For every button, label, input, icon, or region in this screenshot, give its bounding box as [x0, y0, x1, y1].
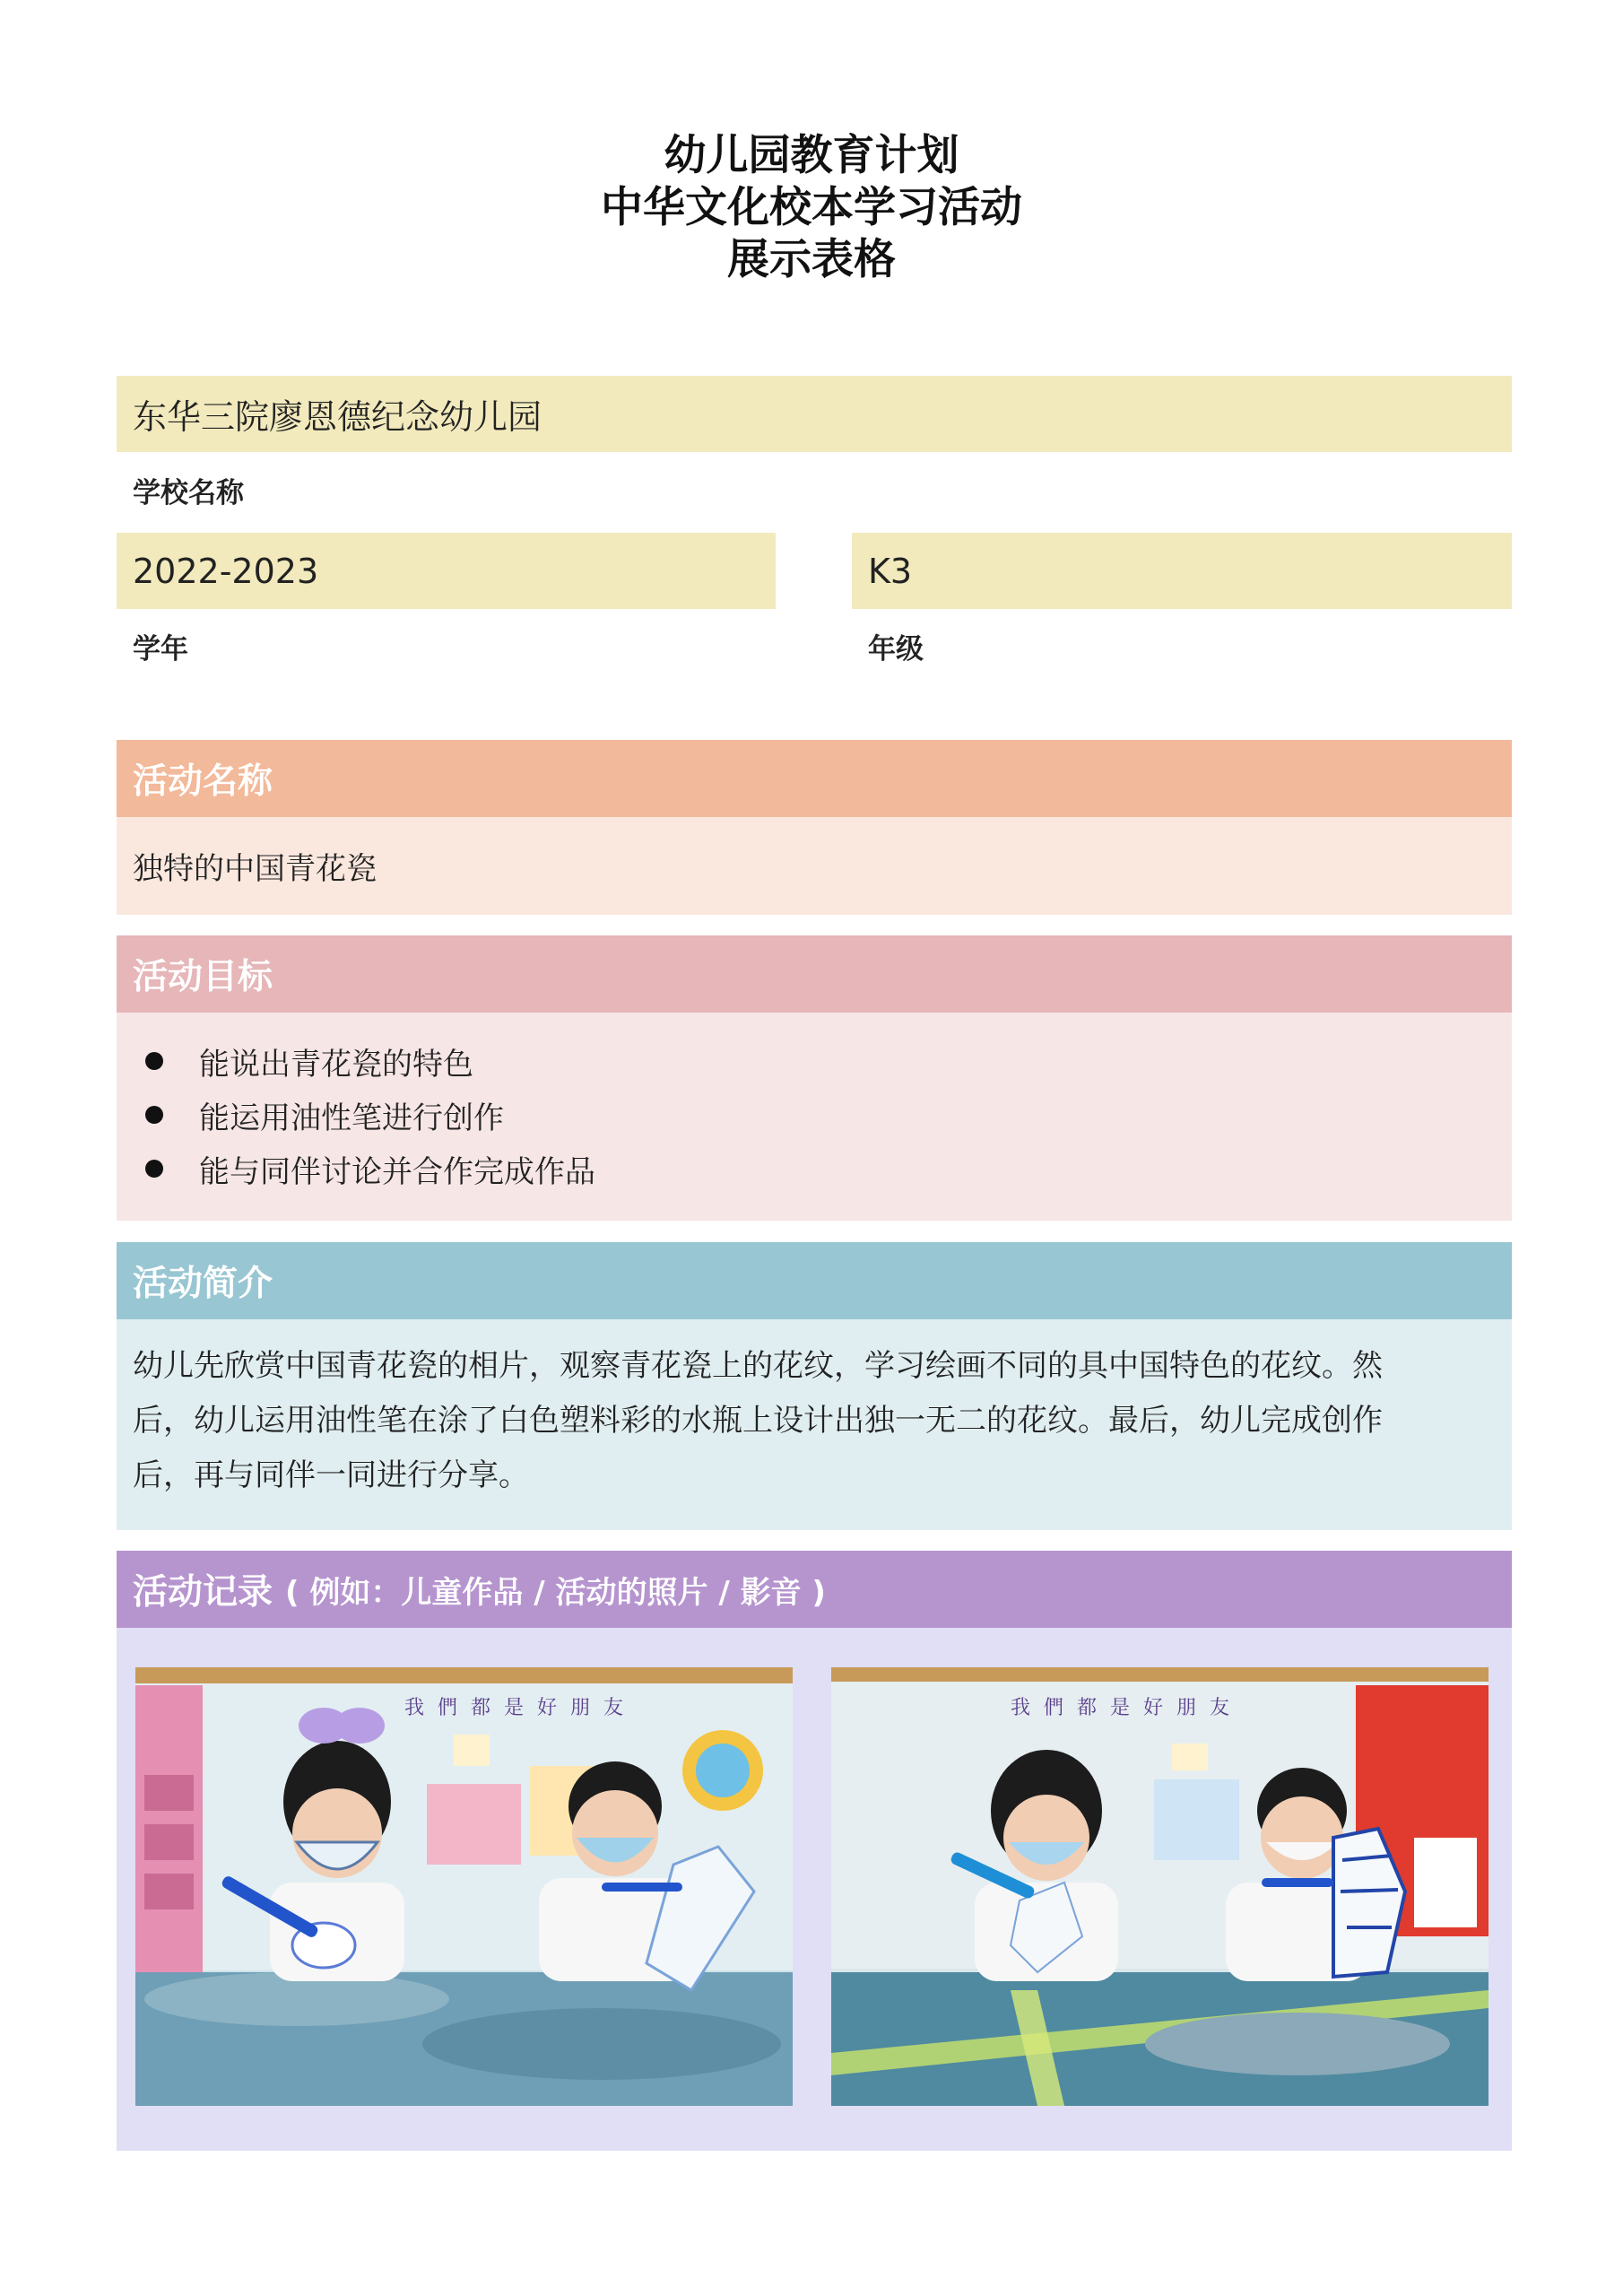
- school-year-field: [117, 533, 776, 609]
- document-title: [0, 130, 1623, 286]
- grade-value: K3: [868, 551, 913, 591]
- list-item: 能运用油性笔进行创作: [133, 1088, 1512, 1142]
- list-item: 能与同伴讨论并合作完成作品: [133, 1142, 1512, 1196]
- school-name-value: 东华三院廖恩德纪念幼儿园: [133, 397, 542, 437]
- bullet-icon: [145, 1052, 163, 1070]
- activity-name-heading: 活动名称: [133, 761, 273, 802]
- bullet-icon: [145, 1106, 163, 1124]
- bullet-icon: [145, 1160, 163, 1178]
- intro-line-1: 幼儿先欣赏中国青花瓷的相片，观察青花瓷上的花纹，学习绘画不同的具中国特色的花纹。然: [133, 1348, 1383, 1384]
- activity-record-heading: 活动记录: [133, 1572, 273, 1613]
- activity-photo-2: [831, 1667, 1488, 2106]
- school-year-label: 学年: [133, 633, 188, 665]
- intro-line-2: 后，幼儿运用油性笔在涂了白色塑料彩的水瓶上设计出独一无二的花纹。最后，幼儿完成创作: [133, 1403, 1383, 1439]
- activity-intro-heading: 活动简介: [133, 1264, 273, 1304]
- photo-2-wall-text: 我 們 都 是 好 朋 友: [1011, 1697, 1233, 1719]
- activity-record-header: [117, 1551, 1512, 1628]
- title-line-2: 中华文化校本学习活动: [601, 183, 1022, 232]
- grade-field: [852, 533, 1512, 609]
- title-line-3: 展示表格: [727, 235, 896, 284]
- intro-line-3: 后，再与同伴一同进行分享。: [133, 1457, 529, 1493]
- school-name-field: [117, 376, 1512, 452]
- title-line-1: 幼儿园教育计划: [664, 131, 959, 180]
- activity-record-note: ( 例如：儿童作品 / 活动的照片 / 影音 ): [285, 1574, 826, 1611]
- activity-photo-1: [135, 1667, 793, 2106]
- activity-name-value: 独特的中国青花瓷: [133, 851, 377, 887]
- activity-goals-heading: 活动目标: [133, 957, 273, 997]
- activity-intro-header: [117, 1242, 1512, 1319]
- school-name-label: 学校名称: [133, 477, 244, 509]
- goals-list: [133, 1034, 1512, 1196]
- grade-label: 年级: [868, 633, 924, 665]
- activity-goals-header: [117, 935, 1512, 1013]
- activity-goals-body: [117, 1013, 1512, 1221]
- activity-name-header: [117, 740, 1512, 817]
- list-item: 能说出青花瓷的特色: [133, 1034, 1512, 1088]
- photo-1-wall-text: 我 們 都 是 好 朋 友: [404, 1697, 627, 1719]
- activity-intro-body: [117, 1319, 1512, 1530]
- school-year-value: 2022-2023: [133, 551, 319, 591]
- activity-name-body: [117, 817, 1512, 915]
